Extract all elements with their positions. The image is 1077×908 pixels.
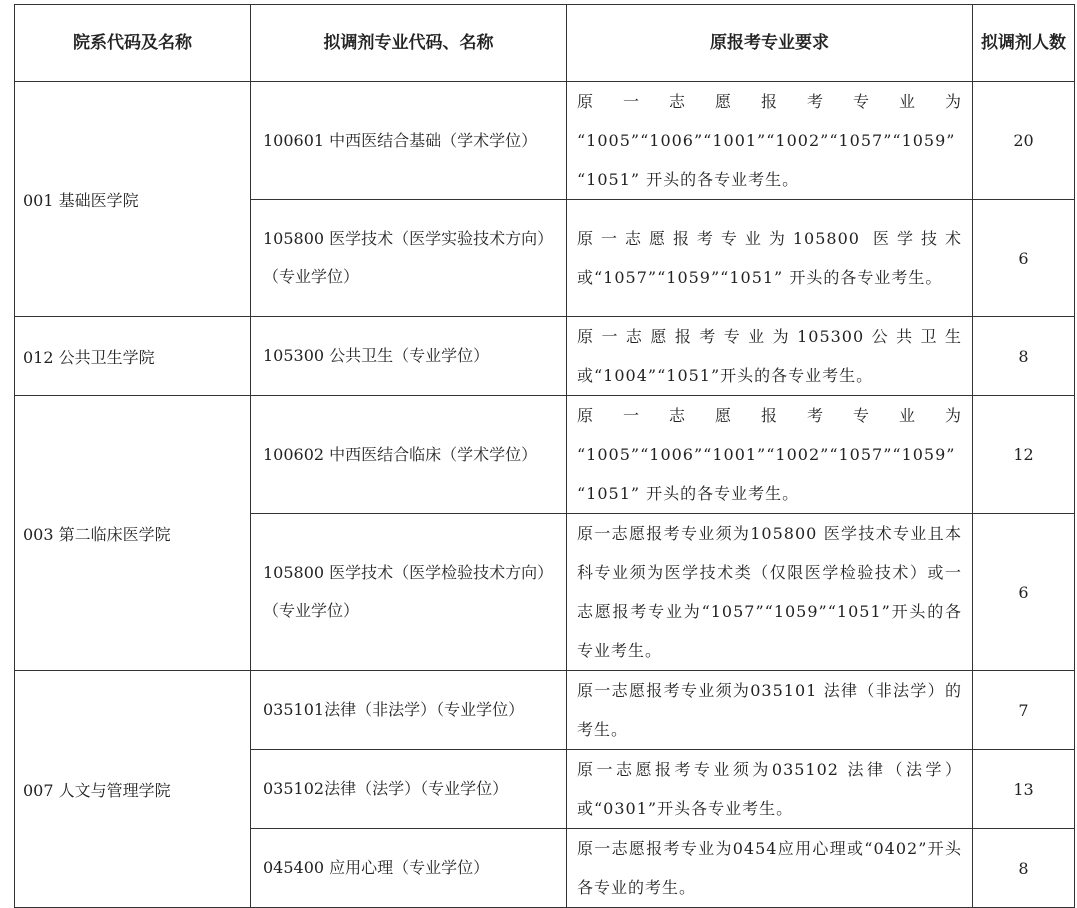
requirement-cell: 原一志愿报考专业须为035101 法律（非法学）的考生。 [567,671,973,750]
table-row [15,671,1075,750]
count-cell: 6 [973,200,1075,317]
requirement-cell: 原一志愿报考专业为 “1005”“1006”“1001”“1002”“1057”“1059” “1051” 开头的各专业考生。 [567,396,973,514]
count-cell: 12 [973,396,1075,514]
table-row [15,317,1075,396]
dept-cell: 007 人文与管理学院 [15,671,251,908]
major-cell: 105300 公共卫生（专业学位） [251,317,567,396]
count-cell: 20 [973,82,1075,200]
major-cell: 045400 应用心理（专业学位） [251,829,567,908]
dept-cell: 003 第二临床医学院 [15,396,251,671]
table-row [15,82,1075,200]
count-cell: 6 [973,514,1075,671]
requirement-cell: 原一志愿报考专业须为105800 医学技术专业且本科专业须为医学技术类（仅限医学检验技术）或一志愿报考专业为“1057”“1059”“1051”开头的各专业考生。 [567,514,973,671]
requirement-cell: 原一志愿报考专业为105800 医学技术或“1057”“1059”“1051” 开头的各专业考生。 [567,200,973,317]
table-row [15,396,1075,514]
major-cell: 105800 医学技术（医学检验技术方向）（专业学位） [251,514,567,671]
requirement-cell: 原一志愿报考专业为 “1005”“1006”“1001”“1002”“1057”“1059” “1051” 开头的各专业考生。 [567,82,973,200]
header-requirement: 原报考专业要求 [567,5,973,82]
header-dept: 院系代码及名称 [15,5,251,82]
count-cell: 7 [973,671,1075,750]
adjustment-table [14,4,1075,908]
major-cell: 100602 中西医结合临床（学术学位） [251,396,567,514]
requirement-cell: 原一志愿报考专业为0454应用心理或“0402”开头各专业的考生。 [567,829,973,908]
dept-cell: 012 公共卫生学院 [15,317,251,396]
header-count: 拟调剂人数 [973,5,1075,82]
count-cell: 8 [973,829,1075,908]
header-major: 拟调剂专业代码、名称 [251,5,567,82]
major-cell: 035102法律（法学）（专业学位） [251,750,567,829]
major-cell: 035101法律（非法学）（专业学位） [251,671,567,750]
header-row [15,5,1075,82]
count-cell: 8 [973,317,1075,396]
requirement-cell: 原一志愿报考专业为105300公共卫生或“1004”“1051”开头的各专业考生。 [567,317,973,396]
major-cell: 105800 医学技术（医学实验技术方向）（专业学位） [251,200,567,317]
count-cell: 13 [973,750,1075,829]
requirement-cell: 原一志愿报考专业须为035102 法律（法学）或“0301”开头各专业考生。 [567,750,973,829]
major-cell: 100601 中西医结合基础（学术学位） [251,82,567,200]
dept-cell: 001 基础医学院 [15,82,251,317]
